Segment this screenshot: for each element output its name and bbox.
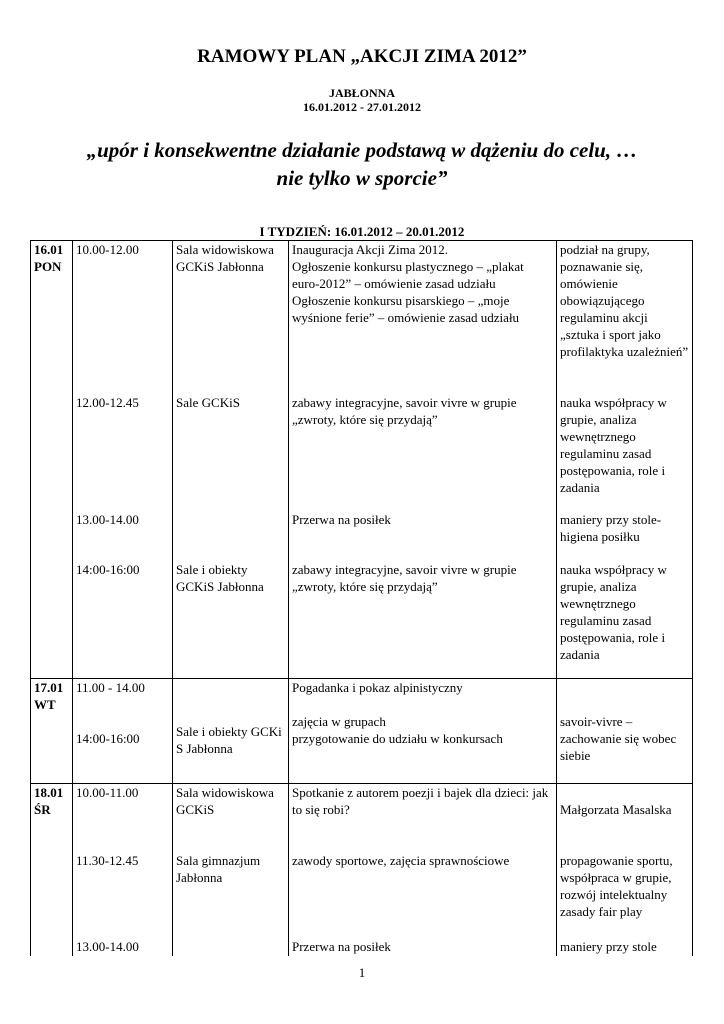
slot-time: 13.00-14.00 (76, 512, 139, 527)
date-range: 16.01.2012 - 27.01.2012 (303, 100, 421, 114)
slot-activity (292, 713, 553, 783)
writing-contest-line: Ogłoszenie konkursu pisarskiego – „moje wyśnione ferie” – omówienie zasad udziału (292, 293, 520, 325)
motto-line-2: nie tylko w sporcie” (276, 166, 448, 190)
slot-activity: Przerwa na posiłek (292, 939, 391, 954)
slot-time: 14:00-16:00 (76, 562, 140, 577)
slot-goal: savoir-vivre – zachowanie się wobec siebie (560, 714, 677, 763)
slot-time: 11.00 - 14.00 (76, 680, 145, 695)
slot-goal: nauka współpracy w grupie, analiza wewnętrznego regulaminu zasad postępowania, role i zadania (560, 562, 667, 662)
slot-activity: zabawy integracyjne, savoir vivre w grupie „zwroty, które się przydają” (292, 395, 517, 427)
slot-goal: nauka współpracy w grupie, analiza wewnętrznego regulaminu zasad postępowania, role i zadania (560, 395, 667, 495)
goal-cell (557, 784, 693, 957)
slot-place: Sale i obiekty GCKiS Jabłonna (176, 562, 264, 594)
place-cell (173, 784, 289, 957)
slot-goal (560, 679, 689, 713)
time-cell (73, 784, 173, 957)
schedule-table (30, 240, 693, 956)
slot-place: Sala widowiskowa GCKiS Jabłonna (176, 242, 274, 274)
activity-cell (289, 784, 557, 957)
slot-goal: propagowanie sportu, współpraca w grupie, rozwój intelektualny zasady fair play (560, 853, 673, 919)
day-date: 17.01 (34, 680, 64, 695)
slot-goal: podział na grupy, poznawanie się, omówienie obowiązującego regulaminu akcji „sztuka i sport jako profilaktyka uzależnień” (560, 242, 689, 359)
slot-activity: zabawy integracyjne, savoir vivre w grupie „zwroty, które się przydają” (292, 562, 517, 594)
slot-activity (292, 241, 553, 394)
day-date: 16.01 (34, 242, 64, 257)
table-row (31, 679, 693, 784)
day-cell (31, 679, 73, 784)
goal-cell (557, 241, 693, 679)
slot-place: Sala gimnazjum Jabłonna (176, 853, 261, 885)
table-row (31, 784, 693, 957)
slot-goal: maniery przy stole- higiena posiłku (560, 512, 662, 544)
table-row (31, 241, 693, 679)
location: JABŁONNA (328, 86, 395, 100)
slot-time: 12.00-12.45 (76, 395, 139, 410)
slot-activity: Spotkanie z autorem poezji i bajek dla dzieci: jak to się robi? (292, 785, 549, 817)
slot-time: 14:00-16:00 (76, 731, 140, 746)
day-cell (31, 784, 73, 957)
time-cell (73, 679, 173, 784)
activity-cell (289, 241, 557, 679)
day-weekday: WT (34, 697, 56, 712)
art-contest-line: Ogłoszenie konkursu plastycznego – „plakat euro-2012” – omówienie zasad udziału (292, 259, 524, 291)
group-activities-line: zajęcia w grupach (292, 714, 386, 729)
week-heading: I TYDZIEŃ: 16.01.2012 – 20.01.2012 (259, 224, 465, 239)
contest-prep-line: przygotowanie do udziału w konkursach (292, 731, 503, 746)
slot-activity: Przerwa na posiłek (292, 512, 391, 527)
slot-place: Sale i obiekty GCKi S Jabłonna (176, 724, 282, 756)
slot-time: 10.00-11.00 (76, 785, 139, 800)
slot-goal: Małgorzata Masalska (560, 802, 672, 817)
slot-time: 13.00-14.00 (76, 939, 139, 954)
slot-place (176, 511, 285, 561)
document-title: RAMOWY PLAN „AKCJI ZIMA 2012” (197, 46, 527, 67)
goal-cell (557, 679, 693, 784)
slot-place (176, 938, 285, 956)
day-cell (31, 241, 73, 679)
day-weekday: PON (34, 259, 62, 274)
time-cell (73, 241, 173, 679)
motto-line-1: „upór i konsekwentne działanie podstawą w dążeniu do celu, … (86, 138, 638, 162)
inauguration-line: Inauguracja Akcji Zima 2012. (292, 242, 448, 257)
day-date: 18.01 (34, 785, 64, 800)
slot-time: 11.30-12.45 (76, 853, 139, 868)
slot-place: Sale GCKiS (176, 395, 240, 410)
place-cell (173, 241, 289, 679)
place-cell (173, 679, 289, 784)
slot-time: 10.00-12.00 (76, 242, 139, 257)
slot-place (176, 679, 285, 723)
slot-activity: zawody sportowe, zajęcia sprawnościowe (292, 853, 510, 868)
page-number: 1 (358, 965, 366, 980)
slot-activity: Pogadanka i pokaz alpinistyczny (292, 680, 463, 695)
day-weekday: ŚR (34, 802, 51, 817)
activity-cell (289, 679, 557, 784)
slot-goal: maniery przy stole (560, 939, 657, 954)
motto (0, 136, 724, 192)
slot-place: Sala widowiskowa GCKiS (176, 785, 274, 817)
